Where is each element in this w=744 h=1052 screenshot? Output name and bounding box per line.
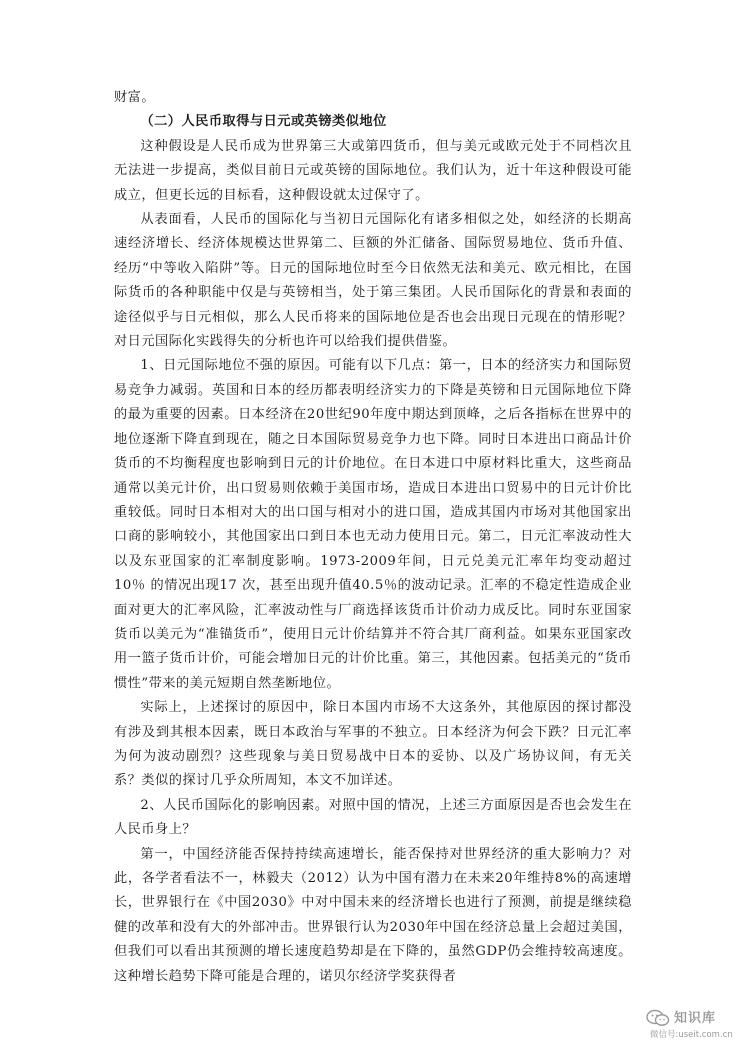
watermark-name: 知识库 — [674, 1011, 717, 1026]
paragraph: 2、人民币国际化的影响因素。对照中国的情况，上述三方面原因是否也会发生在人民币身上？ — [114, 797, 632, 838]
intro-fragment: 财富。 — [114, 90, 156, 105]
paragraph: 实际上，上述探讨的原因中，除日本国内市场不大这条外，其他原因的探讨都没有涉及到其根本因素，既日本政治与军事的不独立。日本经济为何会下跌？日元汇率为何为波动剧烈？这些现象与美日贸易战中日本的妥协、以及广场协议间，有无关系？类似的探讨几乎众所周知，本文不加详述。 — [114, 700, 632, 789]
watermark — [646, 1007, 736, 1043]
paragraph: 第一，中国经济能否保持持续高速增长，能否保持对世界经济的重大影响力？对此，各学者看法不一，林毅夫（2012）认为中国有潜力在未来20年维持8%的高速增长，世界银行在《中国2030》中对中国未来的经济增长也进行了预测，前提是继续稳健的改革和没有大的外部冲击。世界银行认为2030年中国在经济总量上会超过美国，但我们可以看出其预测的增长速度趋势却是在下降的，虽然GDP仍会维持较高速度。这种增长趋势下降可能是合理的，诺贝尔经济学奖获得者 — [114, 846, 632, 984]
wechat-icon — [646, 1009, 670, 1027]
paragraph: 1、日元国际地位不强的原因。可能有以下几点：第一，日本的经济实力和国际贸易竞争力减弱。英国和日本的经历都表明经济实力的下降是英镑和日元国际地位下降的最为重要的因素。日本经济在20世纪90年度中期达到顶峰，之后各指标在世界中的地位逐渐下降直到现在，随之日本国际贸易竞争力也下降。同时日本进出口商品计价货币的不均衡程度也影响到日元的计价地位。在日本进口中原材料比重大，这些商品通常以美元计价，出口贸易则依赖于美国市场，造成日本进出口贸易中的日元计价比重较低。同时日本相对大的出口国与相对小的进口国，造成其国内市场对其他国家出口商的影响较小，其他国家出口到日本也无动力使用日元。第二，日元汇率波动性大以及东亚国家的汇率制度影响。1973-2009年间，日元兑美元汇率年均变动超过10％ 的情况出现17 次，甚至出现升值40.5％的波动记录。汇率的不稳定性造成企业面对更大的汇率风险，汇率波动性与厂商选择该货币计价动力成反比。同时东亚国家货币以美元为“准锚货币”，使用日元计价结算并不符合其厂商利益。如果东亚国家改用一篮子货币计价，可能会增加日元的计价比重。第三，其他因素。包括美元的“货币惯性”带来的美元短期自然垄断地位。 — [114, 358, 632, 691]
paragraph: 从表面看，人民币的国际化与当初日元国际化有诸多相似之处，如经济的长期高速经济增长、经济体规模达世界第二、巨额的外汇储备、国际贸易地位、货币升值、经历“中等收入陷阱”等。日元的国际地位时至今日依然无法和美元、欧元相比，在国际货币的各种职能中仅是与英镑相当，处于第三集团。人民币国际化的背景和表面的途径似乎与日元相似，那么人民币将来的国际地位是否也会出现日元现在的情形呢？对日元国际化实践得失的分析也许可以给我们提供借鉴。 — [114, 212, 632, 350]
document-body — [114, 86, 632, 989]
paragraph: 这种假设是人民币成为世界第三大或第四货币，但与美元或欧元处于不同档次且无法进一步提高，类似目前日元或英镑的国际地位。我们认为，近十年这种假设可能成立，但更长远的目标看，这种假设就太过保守了。 — [114, 138, 632, 203]
section-heading: （二）人民币取得与日元或英镑类似地位 — [140, 114, 387, 130]
watermark-url: 微信号:useit.com.cn — [650, 1030, 733, 1040]
